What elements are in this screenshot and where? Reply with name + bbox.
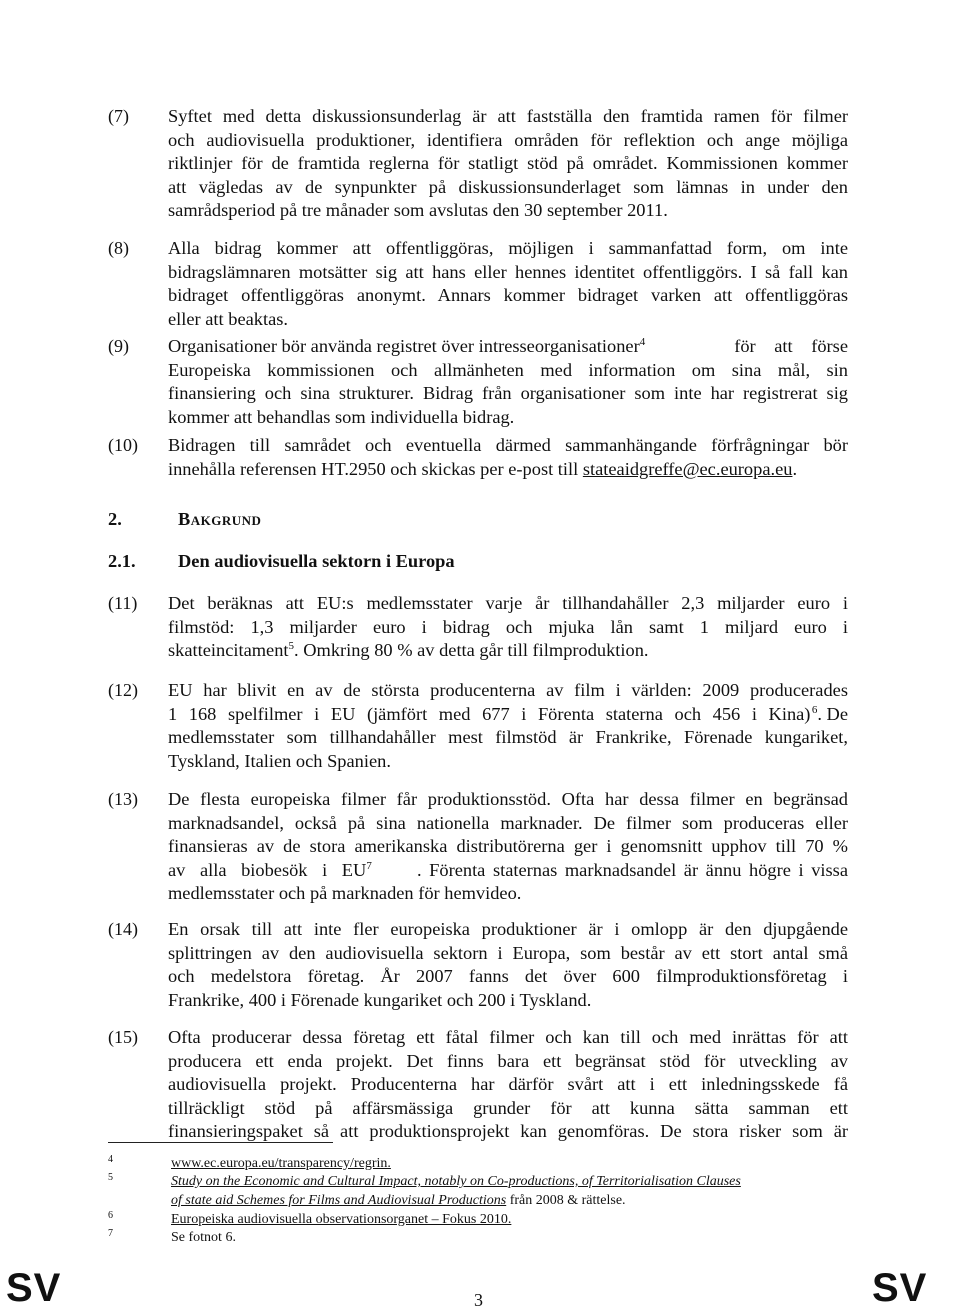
paragraph-number: (15) xyxy=(108,1027,138,1047)
text-line: tillräckligt stöd på affärsmässiga grunder för att kunna sätta samman ett xyxy=(168,1097,848,1118)
paragraph-number: (8) xyxy=(108,238,129,258)
footer-language-right: SV xyxy=(872,1266,928,1310)
text-fragment xyxy=(168,335,645,359)
page-number: 3 xyxy=(474,1290,483,1310)
paragraph-number: (11) xyxy=(108,593,138,613)
text-line: Det beräknas att EU:s medlemsstater varje år tillhandahåller 2,3 miljarder euro i xyxy=(168,593,848,613)
footnote-number: 4 xyxy=(108,1154,113,1165)
text-fragment: . Omkring 80 % av detta går till filmproduktion. xyxy=(294,640,649,660)
text-line: splittringen av den audiovisuella sektorn i Europa, som består av ett stort antal små xyxy=(168,942,848,963)
text-line: EU har blivit en av de största producenterna av film i världen: 2009 producerades xyxy=(168,680,848,700)
text-line: De flesta europeiska filmer får produktionsstöd. Ofta har dessa filmer en begränsad xyxy=(168,789,848,809)
text-line: Alla bidrag kommer att offentliggöras, möjligen i sammanfattad form, om inte xyxy=(168,238,848,258)
text-line: och audiovisuella produktioner, identifiera områden för reflektion och ange möjliga xyxy=(168,129,848,150)
text-line xyxy=(168,335,848,359)
text-fragment: . De xyxy=(817,703,848,724)
text-line: finansieras av de stora amerikanska distributörerna ger i genomsnitt upphov till 70 % xyxy=(168,836,848,856)
footnote-link[interactable]: Study on the Economic and Cultural Impact, notably on Co-productions, of Territorialisation Clauses xyxy=(171,1174,741,1189)
email-link[interactable]: stateaidgreffe@ec.europa.eu xyxy=(582,458,793,479)
text-line: medlemsstater och på marknaden för hemvideo. xyxy=(168,883,522,903)
text-line: bidragslämnaren motsätter sig att hans eller hennes identitet offentliggörs. I så fall kan xyxy=(168,261,848,282)
paragraph-text xyxy=(168,679,848,773)
text-line: bidraget offentliggöras anonymt. Annars kommer bidraget varken att offentliggöras xyxy=(168,285,848,305)
text-line xyxy=(168,859,848,883)
text-line: En orsak till att inte fler europeiska produktioner är i omlopp är den djupgående xyxy=(168,919,848,939)
footnote-ref-7[interactable]: 7 xyxy=(366,859,372,872)
paragraph-number: (14) xyxy=(108,919,138,939)
text-fragment: . Förenta staternas marknadsandel är ännu högre i vissa xyxy=(416,859,848,880)
footnote-ref-4[interactable]: 4 xyxy=(639,335,646,348)
subsection-title: Den audiovisuella sektorn i Europa xyxy=(178,551,455,571)
text-line: medlemsstater som tillhandahåller mest filmstöd är Frankrike, Förenade kungariket, xyxy=(168,727,848,747)
text-fragment: Organisationer bör använda registret över intresseorganisationer xyxy=(168,336,640,356)
footnote-text-tail: från 2008 & rättelse. xyxy=(506,1193,626,1208)
text-line: samrådsperiod på tre månader som avslutas den 30 september 2011. xyxy=(168,200,668,220)
footnote-link[interactable]: of state aid Schemes for Films and Audiovisual Productions xyxy=(171,1193,507,1208)
footnote-number: 5 xyxy=(108,1172,113,1183)
footnote-text: Se fotnot 6. xyxy=(171,1230,236,1245)
footnote-number: 7 xyxy=(108,1228,113,1239)
footnote-divider xyxy=(108,1142,333,1143)
text-line: Ofta producerar dessa företag ett fåtal filmer och kan till och med inrättas för att xyxy=(168,1027,848,1047)
paragraph-number: (13) xyxy=(108,789,138,809)
paragraph-text xyxy=(168,434,848,481)
footnote-ref-5[interactable]: 5 xyxy=(288,639,295,652)
text-line: producera ett enda projekt. Det finns bara ett begränsat stöd för utveckling av xyxy=(168,1050,848,1071)
text-fragment: 1 168 spelfilmer i EU (jämfört med 677 i Förenta staterna och 456 i Kina) xyxy=(168,703,811,724)
text-line: och medelstora företag. År 2007 fanns det över 600 filmproduktionsföretag i xyxy=(168,966,848,986)
paragraph-text xyxy=(168,237,848,331)
footnote-link[interactable]: Europeiska audiovisuella observationsorganet – Fokus 2010. xyxy=(171,1212,512,1227)
section-number: 2. xyxy=(108,509,122,529)
paragraph-number: (12) xyxy=(108,680,138,700)
footnote-ref-6[interactable]: 6 xyxy=(811,703,818,716)
text-line xyxy=(168,703,848,727)
subsection-number: 2.1. xyxy=(108,551,136,571)
paragraph-text xyxy=(168,335,848,429)
text-line: finansiering och sina strukturer. Bidrag från organisationer som inte har registrerat sig xyxy=(168,383,848,403)
text-line: marknadsandel, också på sina nationella marknader. De filmer som produceras eller xyxy=(168,812,848,833)
text-line: Frankrike, 400 i Förenade kungariket och 200 i Tyskland. xyxy=(168,989,592,1010)
text-fragment: av alla biobesök i EU xyxy=(168,859,367,880)
text-line: audiovisuella projekt. Producenterna har därför svårt att i ett inledningsskede få xyxy=(168,1074,848,1094)
section-title: Bakgrund xyxy=(178,509,262,529)
footnote-link[interactable]: www.ec.europa.eu/transparency/regrin. xyxy=(171,1156,391,1171)
paragraph-number: (10) xyxy=(108,435,138,455)
text-line xyxy=(168,639,848,663)
text-line: att vägledas av de synpunkter på diskussionsunderlaget som lämnas in under den xyxy=(168,176,848,197)
paragraph-number: (7) xyxy=(108,106,129,126)
footnote-text xyxy=(171,1191,626,1210)
text-line: filmstöd: 1,3 miljarder euro i bidrag och mjuka lån samt 1 miljard euro i xyxy=(168,616,848,637)
paragraph-number: (9) xyxy=(108,336,129,356)
text-fragment: för att förse xyxy=(734,336,848,356)
text-line xyxy=(168,458,848,482)
text-line: Syftet med detta diskussionsunderlag är att fastställa den framtida ramen för filmer xyxy=(168,106,848,126)
paragraph-text xyxy=(168,105,848,223)
text-line: Europeiska kommissionen och allmänheten med information om sina mål, sin xyxy=(168,359,848,380)
paragraph-text xyxy=(168,1026,848,1144)
text-fragment: innehålla referensen HT.2950 och skickas per e-post till xyxy=(168,458,579,479)
text-line: finansieringspaket så att produktionsprojekt kan genomföras. De stora risker som är xyxy=(168,1121,848,1141)
text-line: eller att beaktas. xyxy=(168,308,288,329)
text-fragment: skatteincitament xyxy=(168,640,289,660)
text-fragment xyxy=(812,703,848,727)
text-line: kommer att behandlas som individuella bidrag. xyxy=(168,406,515,427)
paragraph-text xyxy=(168,788,848,906)
paragraph-text xyxy=(168,918,848,1012)
text-line: Tyskland, Italien och Spanien. xyxy=(168,750,391,771)
footer-language-left: SV xyxy=(6,1266,62,1310)
text-fragment xyxy=(168,859,372,883)
footnote-number: 6 xyxy=(108,1210,113,1221)
text-line: riktlinjer för de framtida reglerna för statligt stöd på området. Kommissionen kommer xyxy=(168,153,848,173)
text-fragment: . xyxy=(792,458,798,479)
text-line: Bidragen till samrådet och eventuella därmed sammanhängande förfrågningar bör xyxy=(168,435,848,455)
paragraph-text xyxy=(168,592,848,663)
